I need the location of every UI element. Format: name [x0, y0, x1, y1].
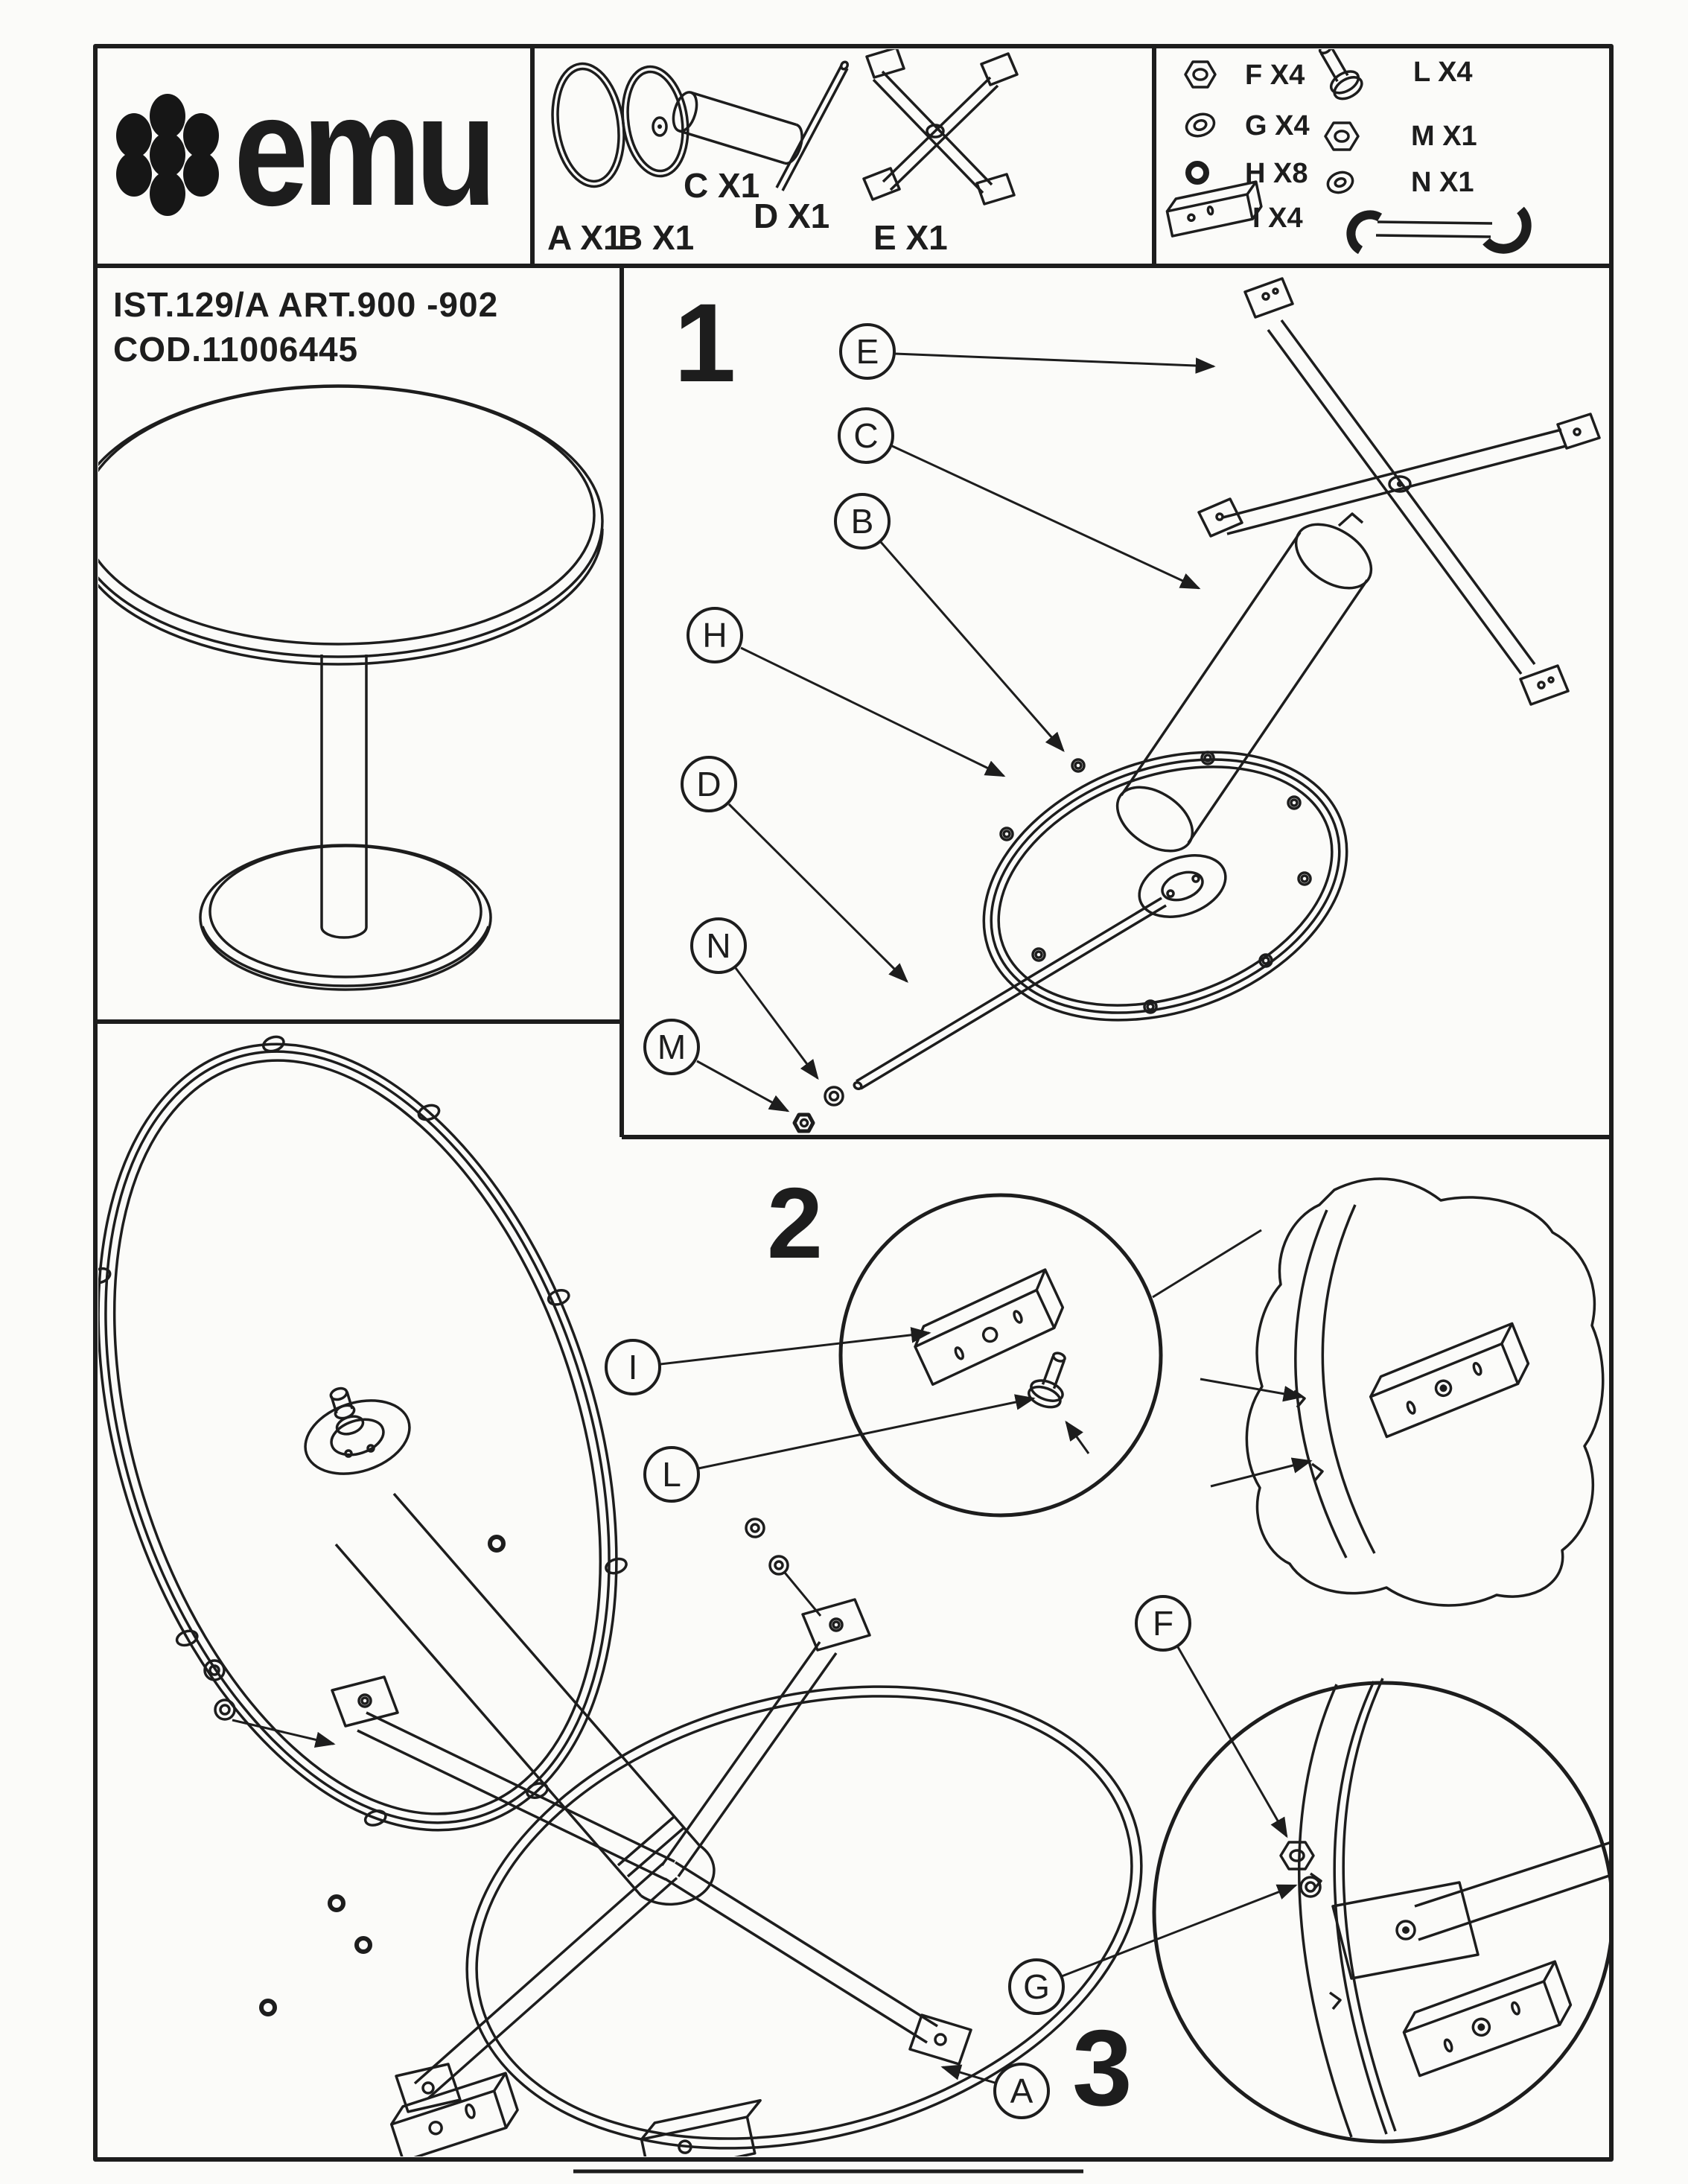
hw-n-washer-icon — [1325, 169, 1356, 196]
step2-leaders — [660, 1333, 1310, 1486]
part-b-disc-icon — [616, 63, 695, 181]
hw-label-i: I X4 — [1252, 203, 1303, 234]
callout-n: N — [690, 917, 747, 974]
step2-detail-panel — [1246, 1179, 1602, 1605]
logo-dots-icon — [112, 91, 223, 219]
hw-label-l: L X4 — [1413, 57, 1473, 88]
callout-f: F — [1135, 1595, 1191, 1652]
hw-i-block-icon — [1165, 182, 1264, 236]
step-1-number: 1 — [674, 280, 736, 405]
hw-label-f: F X4 — [1245, 60, 1305, 91]
hw-label-n: N X1 — [1411, 167, 1474, 198]
callout-l: L — [643, 1446, 700, 1503]
doc-code: COD.11006445 — [113, 330, 359, 369]
step2-magnifier — [841, 1195, 1261, 1515]
hw-m-nut-icon — [1325, 123, 1358, 150]
step1-scene — [794, 278, 1599, 1131]
part-e-cross-icon — [864, 48, 1017, 204]
callout-h: H — [687, 607, 743, 663]
hw-label-h: H X8 — [1245, 158, 1308, 189]
doc-ref: IST.129/A ART.900 -902 — [113, 285, 499, 324]
step-3-number: 3 — [1072, 2008, 1133, 2128]
brand-name: emu — [234, 62, 491, 238]
part-a-ring-icon — [545, 59, 631, 191]
part-c-column-icon — [669, 89, 806, 166]
part-label-b: B X1 — [618, 218, 695, 257]
callout-b: B — [834, 493, 891, 550]
callout-i: I — [605, 1339, 661, 1395]
step1-leaders — [697, 354, 1214, 1111]
part-d-rod-icon — [777, 61, 849, 191]
hw-f-nut-icon — [1185, 62, 1215, 87]
wrench-icon — [1351, 210, 1526, 250]
table-figure — [74, 386, 602, 990]
step3-magnifier — [1154, 1678, 1613, 2142]
part-label-d: D X1 — [754, 197, 830, 235]
hw-label-g: G X4 — [1245, 110, 1310, 141]
callout-g: G — [1008, 1958, 1065, 2015]
hw-label-m: M X1 — [1411, 121, 1477, 152]
step-2-number: 2 — [767, 1167, 824, 1279]
callout-c: C — [838, 407, 894, 464]
callout-e: E — [839, 323, 896, 380]
hw-g-washer-icon — [1183, 110, 1217, 139]
callout-m: M — [643, 1019, 700, 1075]
brand-logo — [112, 62, 536, 238]
part-label-c: C X1 — [684, 166, 760, 205]
hw-h-capnut-icon — [1188, 164, 1206, 182]
callout-d: D — [681, 756, 737, 812]
part-label-a: A X1 — [547, 218, 622, 257]
callout-a: A — [993, 2063, 1050, 2119]
part-label-e: E X1 — [873, 218, 948, 257]
